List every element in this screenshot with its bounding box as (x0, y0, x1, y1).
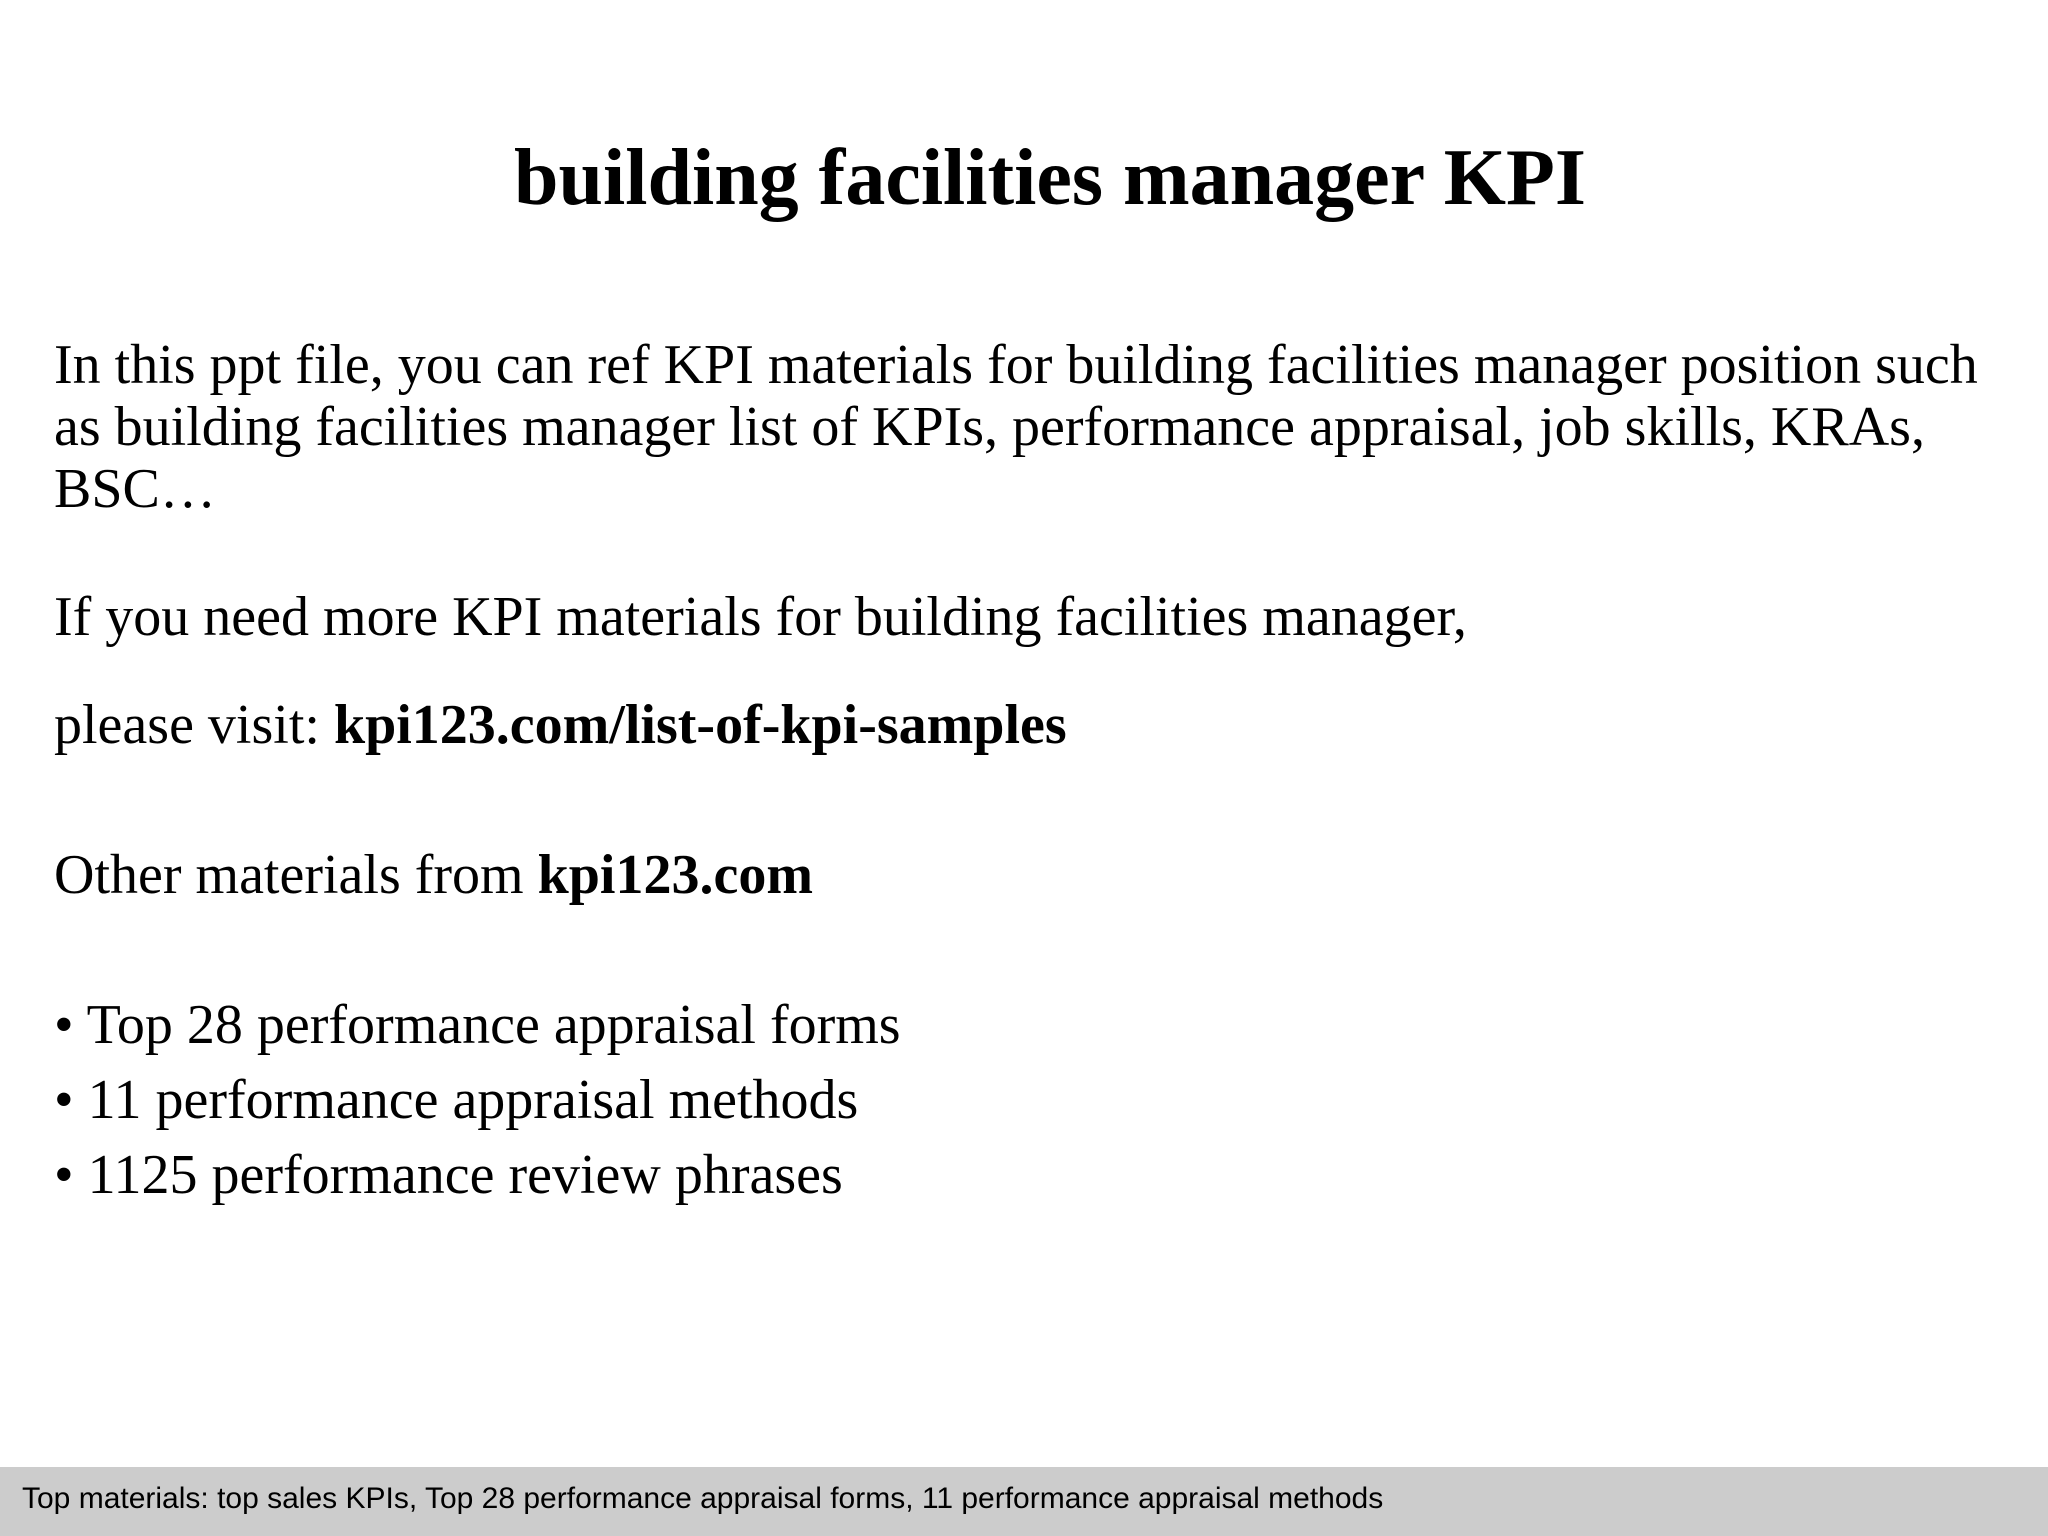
list-item: • Top 28 performance appraisal forms (54, 994, 901, 1056)
other-site-link[interactable]: kpi123.com (537, 844, 813, 906)
need-more-text: If you need more KPI materials for building facilities manager, (54, 586, 1467, 648)
list-item: • 11 performance appraisal methods (54, 1069, 859, 1131)
other-materials-line (54, 843, 813, 907)
visit-link[interactable]: kpi123.com/list-of-kpi-samples (333, 694, 1067, 756)
slide-title: building facilities manager KPI (514, 134, 1586, 222)
materials-list (54, 993, 901, 1218)
visit-line (54, 693, 1067, 757)
footer-bar: Top materials: top sales KPIs, Top 28 performance appraisal forms, 11 performance appraisal methods (0, 1467, 2048, 1536)
list-item: • 1125 performance review phrases (54, 1144, 843, 1206)
other-prefix: Other materials from (54, 844, 538, 906)
intro-paragraph: In this ppt file, you can ref KPI materials for building facilities manager position such as building facilities manager list of KPIs, performance appraisal, job skills, KRAs, BSC… (54, 334, 1978, 520)
visit-prefix: please visit: (54, 694, 334, 756)
